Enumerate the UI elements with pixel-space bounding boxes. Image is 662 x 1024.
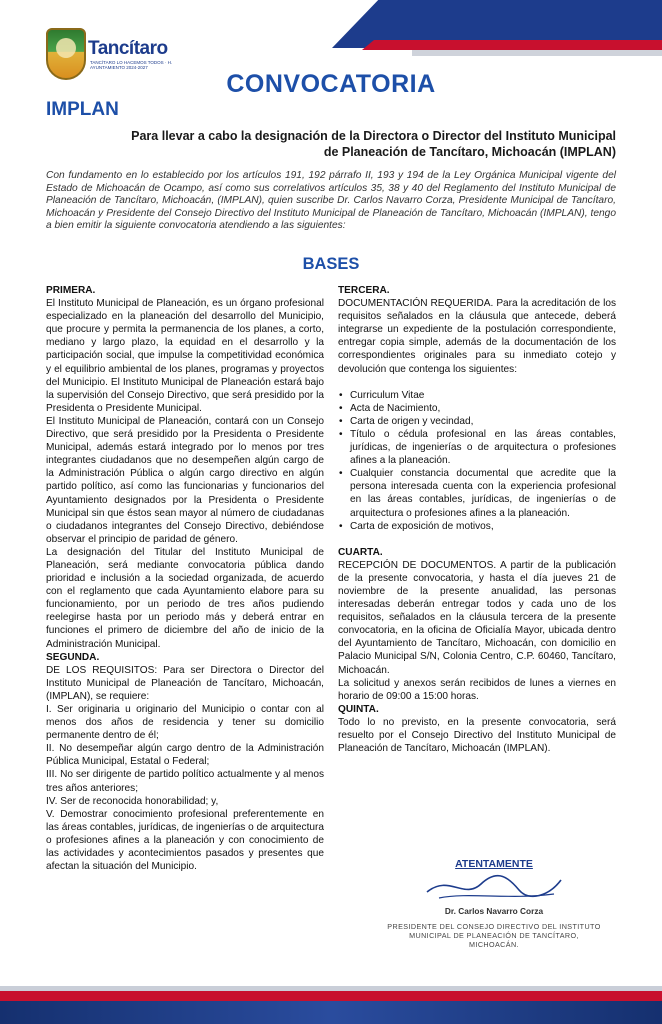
top-red-stripe [362, 40, 662, 50]
logo-name: Tancítaro [88, 38, 168, 59]
signer-name: Dr. Carlos Navarro Corza [444, 906, 544, 916]
document-subtitle [50, 128, 616, 160]
list-item: • Título o cédula profesional en las áreas contables, jurídicas, de ingenierías o de arquitectura o profesiones afines a la planeación. [338, 428, 616, 467]
required-documents-list [338, 389, 616, 533]
primera-paragraph-1: El Instituto Municipal de Planeación, es un órgano profesional especializado en la planeación del desarrollo del Municipio, que procure y permita la permanencia de los planes, a corto, mediano y largo plazo, la equidad en el desarrollo y la participación social, que impulse la competitividad económica y el equilibrio ambiental de los planes, programas y proyectos del Municipio. El Instituto Municipal de Planeación estará bajo la supervisión del Consejo Directivo, que será presidido por la Presidenta o Presidente Municipal. [46, 298, 324, 414]
document-title: CONVOCATORIA [226, 70, 436, 98]
list-item: • Acta de Nacimiento, [338, 402, 616, 415]
institute-acronym: IMPLAN [46, 99, 119, 120]
bottom-blue-stripe [0, 1001, 662, 1024]
right-column [338, 284, 616, 755]
requirement-i: I. Ser originaria u originario del Municipio o contar con al menos dos años de residencia y tener su domicilio permanente dentro de él; [46, 704, 324, 742]
bases-heading: BASES [302, 255, 360, 273]
list-item: • Curriculum Vitae [338, 389, 616, 402]
closing-text: ATENTAMENTE [455, 858, 533, 870]
requirement-ii: II. No desempeñar algún cargo dentro de la Administración Pública Municipal, Estatal o Federal; [46, 743, 324, 768]
list-item: • Carta de origen y vecindad, [338, 415, 616, 428]
subtitle-line-1: Para llevar a cabo la designación de la Directora o Director del Instituto Municipal [131, 129, 616, 143]
list-item: • Carta de exposición de motivos, [338, 520, 616, 533]
primera-paragraph-3: La designación del Titular del Instituto Municipal de Planeación, será mediante convocatoria pública dando prioridad e inclusión a la sociedad organizada, de acuerdo con el reglamento que cada Ayuntamiento elabore para su funcionamiento, por un periodo de tres años pudiendo reelegirse hasta por un periodo más y deberá entrar en funciones el primero de diciembre del año de inicio de la Administración Municipal. [46, 546, 324, 650]
segunda-paragraph-1: DE LOS REQUISITOS: Para ser Directora o Director del Instituto Municipal de Planeación de Tancítaro, Michoacán, (IMPLAN), se requiere: [46, 664, 324, 702]
primera-paragraph-2: El Instituto Municipal de Planeación, contará con un Consejo Directivo, que será presidido por la Presidenta o Presidente Municipal, además estará integrado por lo menos por tres integrantes ciudadanos que no desempeñen algún cargo de la Administración Pública o algún cargo directivo en algún partido político, así como las funcionarias y funcionarios del Ayuntamiento designados por la Presidenta o Presidente Municipal sin que éstos sean mayor al número de ciudadanas o ciudadanos integrantes del Consejo Directivo, debiéndose observar el principio de paridad de género. [46, 415, 324, 545]
signature-block [384, 858, 604, 949]
cuarta-paragraph-2: La solicitud y anexos serán recibidos de lunes a viernes en horario de 09:00 a 15:00 horas. [338, 677, 616, 702]
left-column [46, 284, 324, 873]
cuarta-paragraph-1: RECEPCIÓN DE DOCUMENTOS. A partir de la publicación de la presente convocatoria, y hasta el día jueves 21 de noviembre de la presente anualidad, las personas interesadas deberán entregar todos y cada uno de los requisitos, señalados en la cláusula tercera de la presente convocatoria, en la oficina de Oficialía Mayor, ubicada dentro del Ayuntamiento de Tancítaro, Michoacán, con domicilio en Palacio Municipal S/N, Colonia Centro, C.P. 60460, Tancítaro, Michoacán. [338, 559, 616, 676]
intro-paragraph: Con fundamento en lo establecido por los artículos 191, 192 párrafo II, 193 y 194 de la Ley Orgánica Municipal vigente del Estado de Michoacán de Ocampo, así como sus correlativos artículos 35, 38 y 40 del Reglamento del Instituto Municipal de Planeación de Tancítaro, Michoacán, (IMPLAN), quien suscribe Dr. Carlos Navarro Corza, Presidente Municipal de Tancítaro, Michoacán y Presidente del Consejo Directivo del Instituto Municipal de Planeación de Tancítaro, Michoacán (IMPLAN), tengo a bien emitir la siguiente convocatoria atendiendo a las siguientes: [46, 170, 616, 232]
quinta-heading: QUINTA. [338, 703, 379, 715]
top-grey-stripe [412, 50, 662, 56]
handwritten-signature-icon [419, 870, 569, 906]
tercera-heading: TERCERA. [338, 285, 390, 296]
bottom-red-stripe [0, 991, 662, 1001]
signer-role: PRESIDENTE DEL CONSEJO DIRECTIVO DEL INSTITUTO MUNICIPAL DE PLANEACIÓN DE TANCÍTARO, MICHOACÁN. [387, 922, 601, 949]
primera-heading: PRIMERA. [46, 285, 96, 296]
logo-tagline: TANCÍTARO LO HACEMOS TODOS · H. AYUNTAMIENTO 2024-2027 [90, 60, 173, 71]
bottom-decorative-bar [0, 986, 662, 1024]
list-item: • Cualquier constancia documental que acredite que la persona interesada cuenta con la experiencia profesional en las áreas contables, jurídicas, de ingenierías o de arquitectura o profesiones afines a la planeación. [338, 467, 616, 519]
segunda-heading: SEGUNDA. [46, 651, 100, 663]
subtitle-line-2: de Planeación de Tancítaro, Michoacán (IMPLAN) [323, 145, 616, 159]
requirement-v: V. Demostrar conocimiento profesional preferentemente en las áreas contables, jurídicas, de ingenierías o de arquitectura o profesiones afines a la planeación y con conocimiento de las actividades y acontecimientos pasados y presentes que afectan la situación del Municipio. [46, 808, 324, 873]
cuarta-heading: CUARTA. [338, 546, 383, 558]
quinta-paragraph-1: Todo lo no previsto, en la presente convocatoria, será resuelto por el Consejo Directivo del Instituto Municipal de Planeación de Tancítaro, Michoacán (IMPLAN). [338, 716, 616, 755]
tercera-paragraph-1: DOCUMENTACIÓN REQUERIDA. Para la acreditación de los requisitos señalados en la cláusula que antecede, deberá integrarse un expediente de la postulación correspondiente, entregar copia simple, además de la documentación de los correspondientes originales para su inmediato cotejo y devolución que contenga los siguientes: [338, 298, 616, 375]
requirement-iii: III. No ser dirigente de partido político actualmente y al menos tres años anteriores; [46, 769, 324, 794]
requirement-iv: IV. Ser de reconocida honorabilidad; y, [46, 795, 219, 807]
